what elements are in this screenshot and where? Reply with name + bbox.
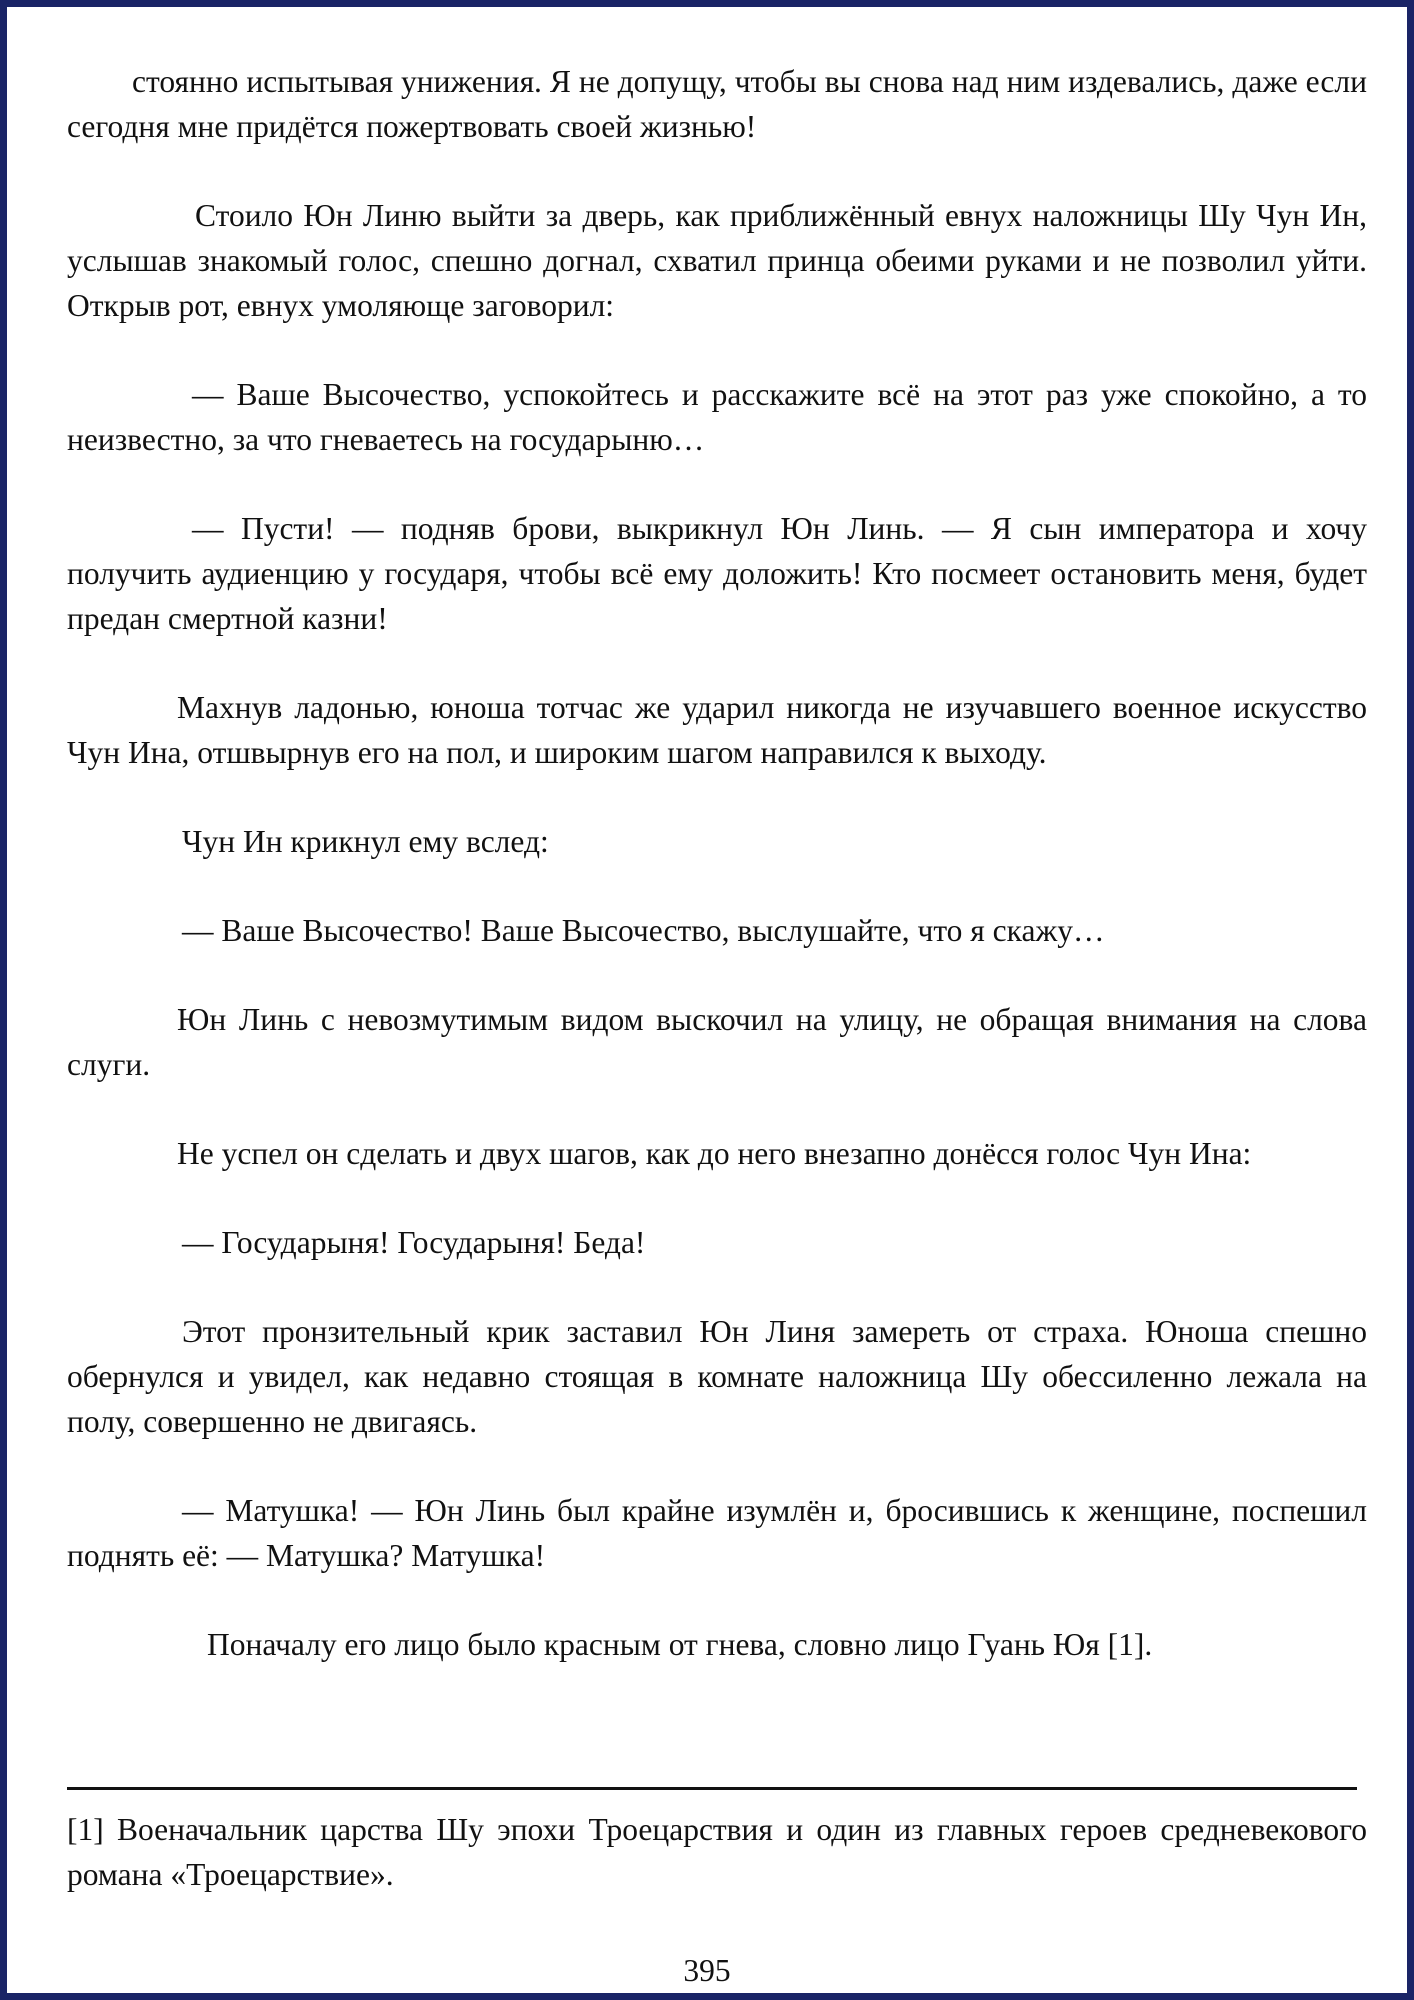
book-page xyxy=(7,7,1407,1993)
footnote-separator xyxy=(67,1787,1357,1790)
paragraph: стоянно испытывая унижения. Я не допущу, чтобы вы снова над ним издевались, даже если сегодня мне придётся пожертвовать своей жизнью! xyxy=(67,64,1367,144)
paragraph: — Ваше Высочество, успокойтесь и расскажите всё на этот раз уже спокойно, а то неизвестно, за что гневаетесь на государыню… xyxy=(67,377,1367,457)
paragraph: — Ваше Высочество! Ваше Высочество, выслушайте, что я скажу… xyxy=(182,913,1105,948)
paragraph: Поначалу его лицо было красным от гнева, словно лицо Гуань Юя [1]. xyxy=(207,1627,1153,1662)
paragraph: Этот пронзительный крик заставил Юн Линя замереть от страха. Юноша спешно обернулся и увидел, как недавно стоящая в комнате наложница Шу обессиленно лежала на полу, совершенно не двигаясь. xyxy=(67,1314,1367,1439)
paragraph: Чун Ин крикнул ему вслед: xyxy=(182,824,549,859)
page-number: 395 xyxy=(683,1953,731,1988)
paragraph: — Государыня! Государыня! Беда! xyxy=(182,1225,646,1260)
paragraph: Юн Линь с невозмутимым видом выскочил на улицу, не обращая внимания на слова слуги. xyxy=(67,1002,1367,1082)
paragraph: — Матушка! — Юн Линь был крайне изумлён и, бросившись к женщине, поспешил поднять её: — Матушка? Матушка! xyxy=(67,1493,1367,1573)
paragraph: — Пусти! — подняв брови, выкрикнул Юн Линь. — Я сын императора и хочу получить аудиенцию у государя, чтобы всё ему доложить! Кто посмеет остановить меня, будет предан смертной казни! xyxy=(67,511,1367,636)
paragraph: Не успел он сделать и двух шагов, как до него внезапно донёсся голос Чун Ина: xyxy=(177,1136,1252,1171)
footnote: [1] Военачальник царства Шу эпохи Троецарствия и один из главных героев средневекового романа «Троецарствие». xyxy=(67,1812,1367,1892)
body-text xyxy=(67,59,1367,1667)
paragraph: Стоило Юн Линю выйти за дверь, как приближённый евнух наложницы Шу Чун Ин, услышав знакомый голос, спешно догнал, схватил принца обеими руками и не позволил уйти. Открыв рот, евнух умоляюще заговорил: xyxy=(67,198,1367,323)
paragraph: Махнув ладонью, юноша тотчас же ударил никогда не изучавшего военное искусство Чун Ина, отшвырнув его на пол, и широким шагом направился к выходу. xyxy=(67,690,1367,770)
